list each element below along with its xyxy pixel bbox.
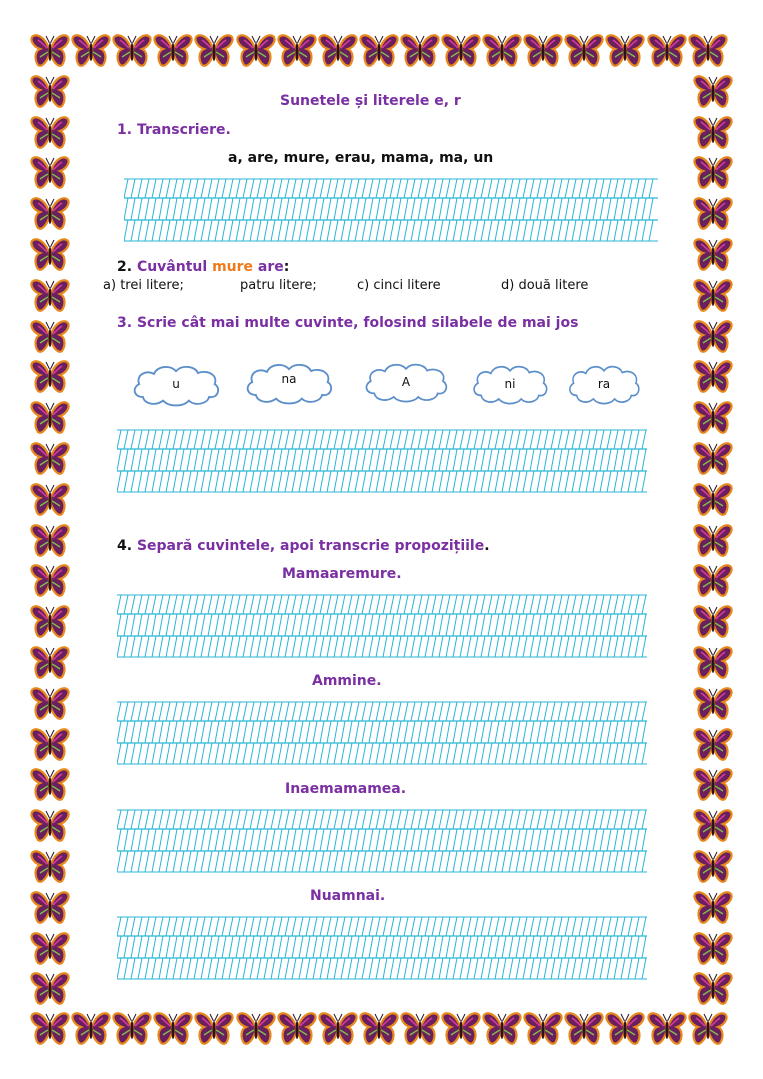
- butterfly-icon: [693, 806, 733, 846]
- butterfly-icon: [30, 602, 70, 642]
- exercise-3-heading: [117, 315, 578, 331]
- exercise-3-number: 3.: [117, 315, 133, 331]
- option-c[interactable]: [357, 278, 441, 293]
- butterfly-icon: [605, 1009, 645, 1049]
- sentence-1: Mamaaremure.: [282, 566, 402, 582]
- exercise-1-number: 1.: [117, 122, 133, 138]
- butterfly-icon: [236, 31, 276, 71]
- writing-lines[interactable]: [117, 592, 647, 660]
- butterfly-icon: [153, 1009, 193, 1049]
- butterfly-icon: [30, 194, 70, 234]
- butterfly-icon: [153, 31, 193, 71]
- butterfly-icon: [194, 1009, 234, 1049]
- butterfly-icon: [30, 806, 70, 846]
- option-a-letter: a): [103, 278, 117, 293]
- butterfly-icon: [647, 1009, 687, 1049]
- butterfly-icon: [30, 276, 70, 316]
- exercise-4-title: Separă cuvintele, apoi transcrie propozițiile: [136, 538, 485, 554]
- butterfly-icon: [30, 1009, 70, 1049]
- butterfly-icon: [693, 684, 733, 724]
- butterfly-icon: [30, 113, 70, 153]
- syllable-na: na: [281, 372, 297, 386]
- butterfly-icon: [30, 480, 70, 520]
- butterfly-icon: [693, 521, 733, 561]
- butterfly-icon: [693, 480, 733, 520]
- butterfly-icon: [30, 235, 70, 275]
- exercise-2-prefix: Cuvântul: [136, 259, 208, 275]
- butterfly-icon: [30, 357, 70, 397]
- butterfly-icon: [564, 31, 604, 71]
- butterfly-icon: [30, 929, 70, 969]
- butterfly-icon: [605, 31, 645, 71]
- butterfly-icon: [30, 439, 70, 479]
- option-d-letter: d): [501, 278, 515, 293]
- butterfly-icon: [30, 643, 70, 683]
- butterfly-icon: [30, 969, 70, 1009]
- butterfly-icon: [194, 31, 234, 71]
- butterfly-icon: [647, 31, 687, 71]
- option-c-letter: c): [357, 278, 370, 293]
- butterfly-icon: [693, 847, 733, 887]
- butterfly-icon: [693, 357, 733, 397]
- butterfly-icon: [693, 602, 733, 642]
- exercise-4-number: 4.: [117, 538, 133, 554]
- butterfly-icon: [693, 561, 733, 601]
- butterfly-icon: [359, 1009, 399, 1049]
- butterfly-icon: [277, 1009, 317, 1049]
- butterfly-icon: [112, 31, 152, 71]
- butterfly-icon: [30, 521, 70, 561]
- butterfly-icon: [688, 31, 728, 71]
- butterfly-icon: [693, 643, 733, 683]
- butterfly-icon: [693, 276, 733, 316]
- butterfly-icon: [564, 1009, 604, 1049]
- butterfly-icon: [30, 684, 70, 724]
- butterfly-icon: [400, 31, 440, 71]
- butterfly-icon: [482, 1009, 522, 1049]
- sentence-4: Nuamnai.: [310, 888, 386, 904]
- butterfly-icon: [30, 31, 70, 71]
- butterfly-icon: [693, 929, 733, 969]
- exercise-1-heading: [117, 122, 231, 138]
- butterfly-icon: [693, 194, 733, 234]
- butterfly-icon: [30, 888, 70, 928]
- butterfly-icon: [30, 317, 70, 357]
- butterfly-icon: [30, 72, 70, 112]
- exercise-3-title: Scrie cât mai multe cuvinte, folosind silabele de mai jos: [136, 315, 579, 331]
- butterfly-icon: [71, 1009, 111, 1049]
- butterfly-icon: [30, 725, 70, 765]
- option-d[interactable]: [501, 278, 588, 293]
- exercise-4-period: .: [484, 538, 490, 554]
- option-b[interactable]: [240, 278, 317, 293]
- butterfly-icon: [441, 1009, 481, 1049]
- exercise-2-number: 2.: [117, 259, 133, 275]
- butterfly-icon: [693, 725, 733, 765]
- butterfly-icon: [693, 72, 733, 112]
- butterfly-icon: [112, 1009, 152, 1049]
- butterfly-icon: [482, 31, 522, 71]
- butterfly-icon: [441, 31, 481, 71]
- butterfly-icon: [30, 398, 70, 438]
- exercise-2-highlight: mure: [212, 259, 254, 275]
- butterfly-icon: [693, 969, 733, 1009]
- sentence-2: Ammine.: [312, 673, 382, 689]
- syllable-ra: ra: [597, 377, 611, 391]
- sentence-3: Inaemamamea.: [285, 781, 407, 797]
- writing-lines[interactable]: [124, 176, 658, 244]
- exercise-2-heading: [117, 259, 289, 275]
- butterfly-icon: [71, 31, 111, 71]
- writing-lines[interactable]: [117, 699, 647, 767]
- writing-lines[interactable]: [117, 427, 647, 495]
- butterfly-icon: [236, 1009, 276, 1049]
- exercise-2-colon: :: [283, 259, 290, 275]
- butterfly-icon: [688, 1009, 728, 1049]
- option-d-text: două litere: [518, 278, 589, 293]
- butterfly-icon: [693, 317, 733, 357]
- option-a-text: trei litere;: [120, 278, 184, 293]
- writing-lines[interactable]: [117, 807, 647, 875]
- butterfly-icon: [318, 31, 358, 71]
- butterfly-icon: [30, 153, 70, 193]
- option-a[interactable]: [103, 278, 184, 293]
- butterfly-icon: [277, 31, 317, 71]
- butterfly-icon: [693, 765, 733, 805]
- exercise-4-heading: [117, 538, 490, 554]
- page-title: Sunetele și literele e, r: [280, 93, 461, 109]
- syllable-A: A: [401, 375, 411, 389]
- butterfly-icon: [523, 1009, 563, 1049]
- syllable-ni: ni: [504, 377, 516, 391]
- butterfly-icon: [359, 31, 399, 71]
- butterfly-icon: [693, 398, 733, 438]
- exercise-1-words: a, are, mure, erau, mama, ma, un: [228, 150, 494, 166]
- butterfly-icon: [693, 113, 733, 153]
- butterfly-icon: [400, 1009, 440, 1049]
- butterfly-icon: [30, 561, 70, 601]
- butterfly-icon: [318, 1009, 358, 1049]
- butterfly-icon: [693, 439, 733, 479]
- exercise-1-title: Transcriere.: [136, 122, 231, 138]
- option-c-text: cinci litere: [373, 278, 441, 293]
- butterfly-icon: [523, 31, 563, 71]
- writing-lines[interactable]: [117, 914, 647, 982]
- butterfly-icon: [693, 153, 733, 193]
- syllable-u: u: [172, 377, 180, 391]
- exercise-2-suffix: are: [257, 259, 284, 275]
- butterfly-icon: [30, 847, 70, 887]
- butterfly-icon: [693, 888, 733, 928]
- option-b-text: patru litere;: [240, 278, 317, 293]
- butterfly-icon: [30, 765, 70, 805]
- butterfly-icon: [693, 235, 733, 275]
